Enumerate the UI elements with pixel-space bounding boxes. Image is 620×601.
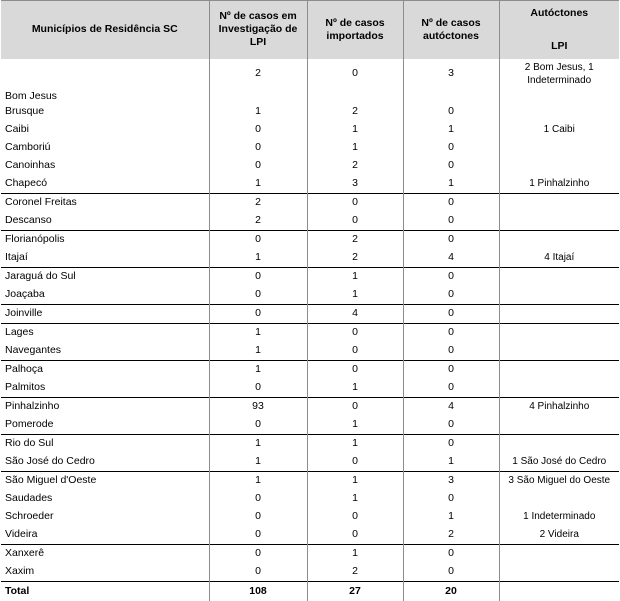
autoctones-cell: 0 (403, 360, 499, 379)
lpi-cell (499, 563, 619, 582)
autoctones-cell: 0 (403, 139, 499, 157)
importados-cell: 0 (307, 508, 403, 526)
header-lpi-top: Autóctones (530, 6, 589, 19)
lpi-cell (499, 544, 619, 563)
municipio-cell: Jaraguá do Sul (1, 267, 209, 286)
investigacao-cell: 0 (209, 508, 307, 526)
autoctones-cell: 0 (403, 416, 499, 435)
importados-cell: 0 (307, 323, 403, 342)
lpi-cell (499, 342, 619, 361)
importados-cell: 0 (307, 453, 403, 472)
table-row (1, 323, 619, 342)
table-row (1, 471, 619, 490)
municipio-cell: Palmitos (5, 381, 46, 393)
total-investigacao: 108 (209, 581, 307, 601)
municipio-cell: São José do Cedro (5, 455, 95, 467)
header-importados: Nº de casos importados (307, 1, 403, 59)
table-row (1, 453, 619, 472)
autoctones-cell: 0 (403, 323, 499, 342)
municipio-cell: Palhoça (1, 360, 209, 379)
investigacao-cell: 0 (209, 416, 307, 435)
investigacao-cell: 0 (209, 526, 307, 545)
autoctones-cell: 0 (403, 103, 499, 121)
lpi-cell: 2 Bom Jesus, 1 Indeterminado (499, 59, 619, 103)
municipio-cell: Canoinhas (5, 159, 56, 171)
lpi-cell (499, 212, 619, 231)
investigacao-cell: 0 (209, 379, 307, 398)
autoctones-cell: 0 (403, 379, 499, 398)
municipio-cell: Chapecó (5, 177, 48, 189)
municipio-cell: Pinhalzinho (1, 397, 209, 416)
importados-cell: 0 (307, 526, 403, 545)
importados-cell: 1 (307, 121, 403, 139)
municipio-cell: Itajaí (5, 251, 28, 263)
importados-cell: 3 (307, 175, 403, 194)
header-row (1, 1, 619, 59)
autoctones-cell: 0 (403, 267, 499, 286)
table-row (1, 139, 619, 157)
autoctones-cell: 0 (403, 230, 499, 249)
importados-cell: 1 (307, 139, 403, 157)
autoctones-cell: 0 (403, 193, 499, 212)
autoctones-cell: 3 (403, 59, 499, 103)
investigacao-cell: 1 (209, 249, 307, 268)
investigacao-cell: 0 (209, 139, 307, 157)
autoctones-cell: 0 (403, 304, 499, 323)
table-row (1, 157, 619, 175)
investigacao-cell: 1 (209, 360, 307, 379)
table-row (1, 397, 619, 416)
investigacao-cell: 0 (209, 286, 307, 305)
municipio-cell: Xanxerê (1, 544, 209, 563)
investigacao-cell: 1 (209, 342, 307, 361)
investigacao-cell: 1 (209, 323, 307, 342)
importados-cell: 1 (307, 416, 403, 435)
total-lpi (499, 581, 619, 601)
importados-cell: 1 (307, 490, 403, 508)
municipio-cell: Camboriú (5, 141, 51, 153)
municipio-cell: Joinville (1, 304, 209, 323)
table-row (1, 249, 619, 268)
importados-cell: 2 (307, 563, 403, 582)
municipio-cell: Navegantes (5, 344, 62, 356)
lpi-cell: 1 Indeterminado (499, 508, 619, 526)
importados-cell: 0 (307, 59, 403, 103)
investigacao-cell: 0 (209, 563, 307, 582)
lpi-cell (499, 323, 619, 342)
investigacao-cell: 1 (209, 453, 307, 472)
table-row (1, 304, 619, 323)
table-row (1, 286, 619, 305)
table-row (1, 563, 619, 582)
table-row (1, 342, 619, 361)
importados-cell: 0 (307, 193, 403, 212)
investigacao-cell: 0 (209, 490, 307, 508)
lpi-cell: 2 Videira (499, 526, 619, 545)
municipio-cell: Lages (1, 323, 209, 342)
municipio-cell: Videira (5, 528, 38, 540)
importados-cell: 1 (307, 379, 403, 398)
lpi-cell (499, 139, 619, 157)
autoctones-cell: 0 (403, 157, 499, 175)
importados-cell: 0 (307, 360, 403, 379)
lpi-cell (499, 379, 619, 398)
lpi-cell (499, 230, 619, 249)
municipio-cell: Caibi (5, 123, 29, 135)
autoctones-cell: 1 (403, 508, 499, 526)
table-row (1, 103, 619, 121)
table-row (1, 212, 619, 231)
total-autoctones: 20 (403, 581, 499, 601)
importados-cell: 1 (307, 286, 403, 305)
importados-cell: 4 (307, 304, 403, 323)
total-importados: 27 (307, 581, 403, 601)
municipio-cell: Joaçaba (5, 288, 45, 300)
municipio-cell: São Miguel d'Oeste (1, 471, 209, 490)
investigacao-cell: 2 (209, 59, 307, 103)
table-row (1, 175, 619, 194)
municipio-cell: Brusque (5, 105, 45, 117)
autoctones-cell: 2 (403, 526, 499, 545)
investigacao-cell: 1 (209, 434, 307, 453)
investigacao-cell: 0 (209, 304, 307, 323)
autoctones-cell: 0 (403, 563, 499, 582)
lpi-cell: 4 Itajaí (499, 249, 619, 268)
investigacao-cell: 0 (209, 544, 307, 563)
autoctones-cell: 1 (403, 175, 499, 194)
lpi-cell (499, 286, 619, 305)
table-row (1, 434, 619, 453)
autoctones-cell: 0 (403, 212, 499, 231)
table-row (1, 193, 619, 212)
autoctones-cell: 0 (403, 342, 499, 361)
importados-cell: 2 (307, 103, 403, 121)
municipio-cell: Florianópolis (1, 230, 209, 249)
importados-cell: 2 (307, 249, 403, 268)
table-row (1, 230, 619, 249)
investigacao-cell: 1 (209, 175, 307, 194)
importados-cell: 2 (307, 230, 403, 249)
lpi-cell (499, 157, 619, 175)
investigacao-cell: 0 (209, 230, 307, 249)
autoctones-cell: 4 (403, 397, 499, 416)
municipio-cell: Saudades (5, 492, 53, 504)
investigacao-cell: 0 (209, 267, 307, 286)
cases-table (1, 0, 619, 601)
investigacao-cell: 2 (209, 212, 307, 231)
total-row (1, 581, 619, 601)
table-row (1, 544, 619, 563)
lpi-cell: 3 São Miguel do Oeste (499, 471, 619, 490)
table-row (1, 416, 619, 435)
lpi-cell (499, 304, 619, 323)
table-row (1, 379, 619, 398)
autoctones-cell: 0 (403, 286, 499, 305)
importados-cell: 0 (307, 397, 403, 416)
header-autoctones-lpi (499, 1, 619, 59)
importados-cell: 0 (307, 212, 403, 231)
importados-cell: 1 (307, 267, 403, 286)
total-label: Total (1, 581, 209, 601)
importados-cell: 1 (307, 471, 403, 490)
importados-cell: 0 (307, 342, 403, 361)
municipio-cell: Xaxim (5, 565, 35, 577)
municipio-cell: Rio do Sul (1, 434, 209, 453)
investigacao-cell: 2 (209, 193, 307, 212)
lpi-cell (499, 490, 619, 508)
lpi-cell: 1 Pinhalzinho (499, 175, 619, 194)
lpi-cell: 1 São José do Cedro (499, 453, 619, 472)
table-row (1, 59, 619, 103)
autoctones-cell: 1 (403, 121, 499, 139)
lpi-cell (499, 416, 619, 435)
autoctones-cell: 0 (403, 434, 499, 453)
lpi-cell (499, 267, 619, 286)
header-municipio: Municípios de Residência SC (1, 1, 209, 59)
autoctones-cell: 0 (403, 544, 499, 563)
municipio-cell: Schroeder (5, 510, 54, 522)
table-row (1, 360, 619, 379)
table-row (1, 267, 619, 286)
header-autoctones: Nº de casos autóctones (403, 1, 499, 59)
investigacao-cell: 0 (209, 121, 307, 139)
municipio-cell: Pomerode (5, 418, 54, 430)
investigacao-cell: 1 (209, 103, 307, 121)
lpi-cell (499, 103, 619, 121)
spreadsheet-table-container (1, 0, 619, 601)
lpi-cell (499, 193, 619, 212)
header-lpi-bottom: LPI (551, 39, 568, 52)
lpi-cell (499, 360, 619, 379)
lpi-cell: 4 Pinhalzinho (499, 397, 619, 416)
municipio-cell: Bom Jesus (5, 89, 57, 102)
autoctones-cell: 1 (403, 453, 499, 472)
municipio-cell: Descanso (5, 214, 52, 226)
importados-cell: 1 (307, 544, 403, 563)
importados-cell: 2 (307, 157, 403, 175)
municipio-cell: Coronel Freitas (1, 193, 209, 212)
autoctones-cell: 0 (403, 490, 499, 508)
header-investigacao: Nº de casos em Investigação de LPI (209, 1, 307, 59)
investigacao-cell: 1 (209, 471, 307, 490)
table-row (1, 490, 619, 508)
autoctones-cell: 3 (403, 471, 499, 490)
investigacao-cell: 93 (209, 397, 307, 416)
lpi-cell: 1 Caibi (499, 121, 619, 139)
lpi-cell (499, 434, 619, 453)
table-row (1, 121, 619, 139)
autoctones-cell: 4 (403, 249, 499, 268)
table-row (1, 508, 619, 526)
table-row (1, 526, 619, 545)
importados-cell: 1 (307, 434, 403, 453)
investigacao-cell: 0 (209, 157, 307, 175)
